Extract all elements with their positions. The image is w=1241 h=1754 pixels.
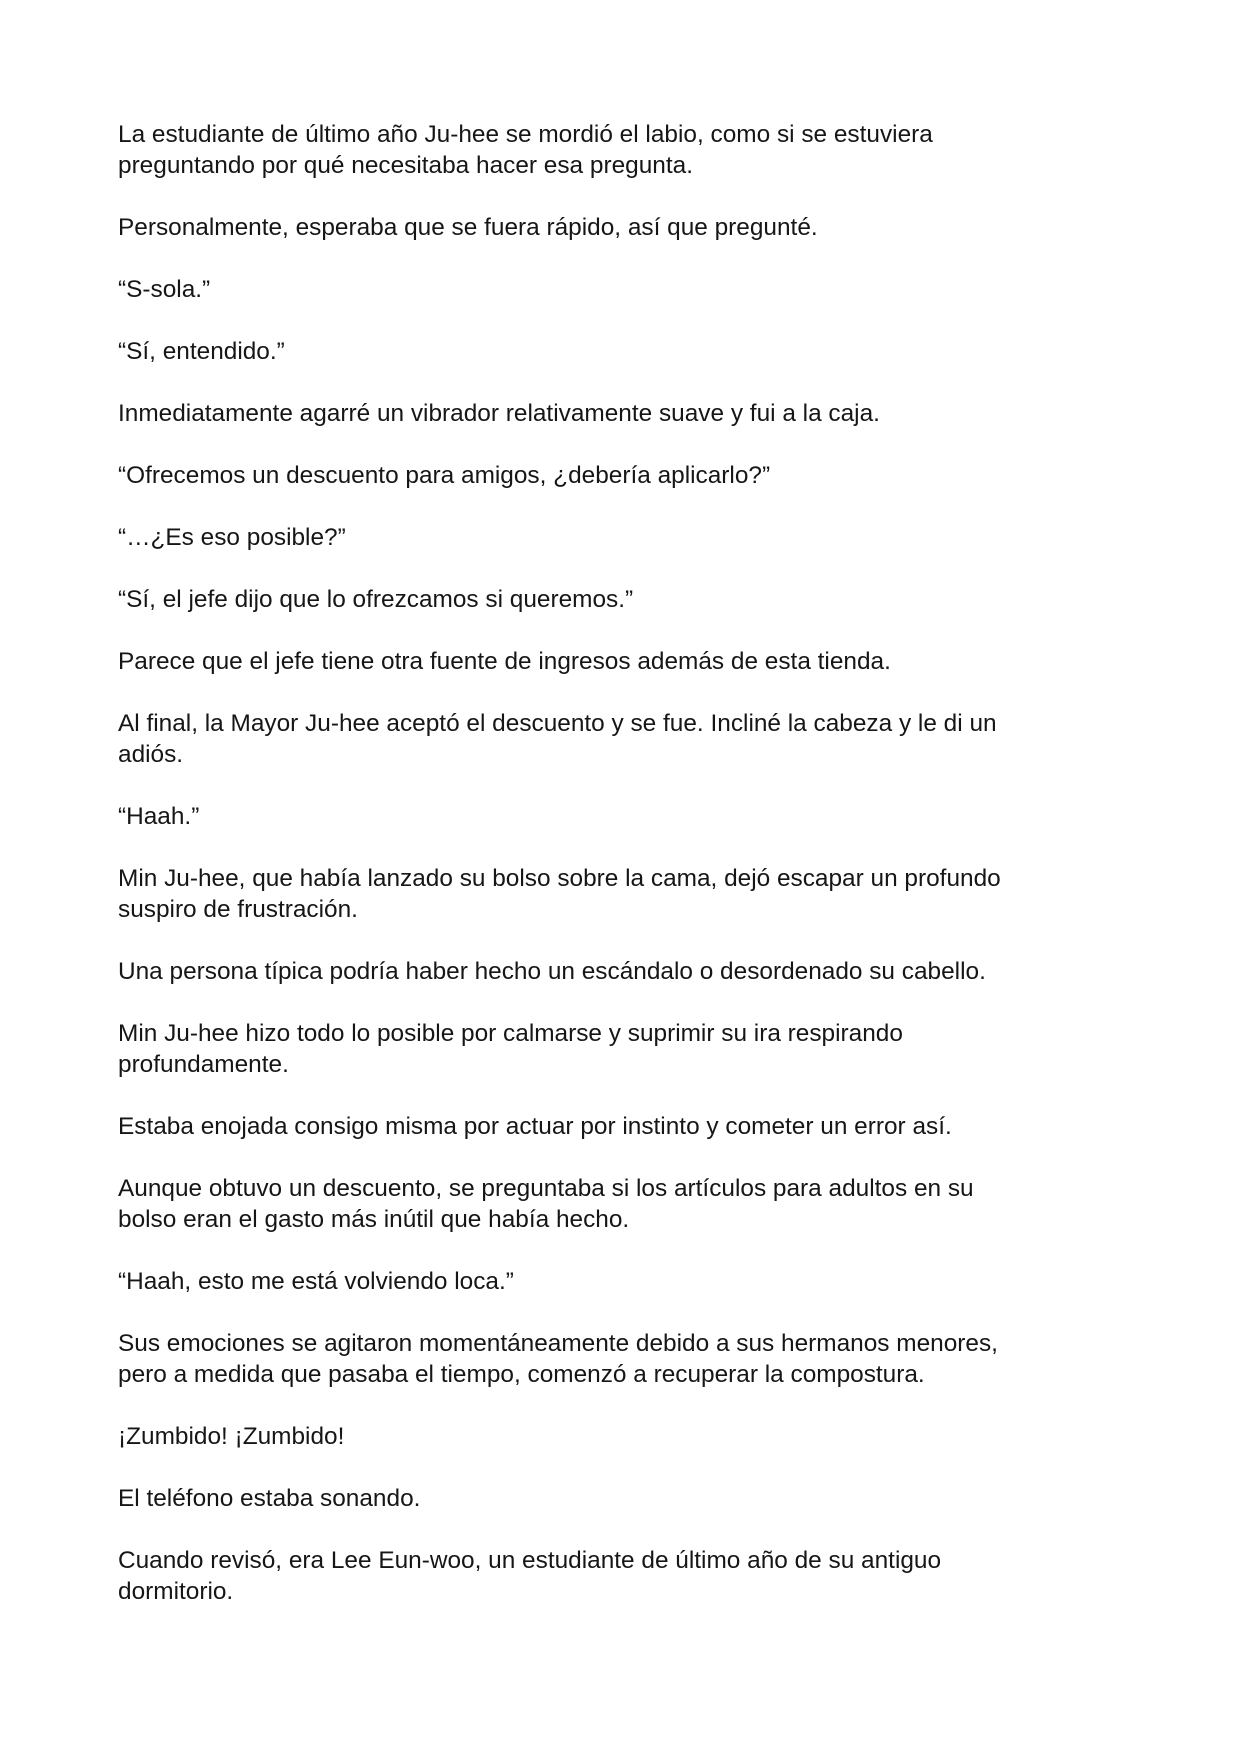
paragraph: [118, 584, 1128, 615]
paragraph: [118, 646, 1128, 677]
text-line: bolso eran el gasto más inútil que había hecho.: [118, 1206, 630, 1233]
text-line: suspiro de frustración.: [118, 896, 358, 923]
paragraph: [118, 1421, 1128, 1452]
text-line: Aunque obtuvo un descuento, se preguntaba si los artículos para adultos en su: [118, 1175, 974, 1202]
paragraph: [118, 460, 1128, 491]
paragraph: [118, 708, 1128, 770]
text-line: “Haah, esto me está volviendo loca.”: [118, 1268, 514, 1295]
text-line: dormitorio.: [118, 1578, 234, 1605]
paragraph: [118, 1173, 1128, 1235]
text-line: La estudiante de último año Ju-hee se mordió el labio, como si se estuviera: [118, 121, 933, 148]
text-line: “Haah.”: [118, 803, 200, 830]
text-line: “…¿Es eso posible?”: [118, 524, 346, 551]
paragraph: [118, 398, 1128, 429]
paragraph: [118, 119, 1128, 181]
text-line: adiós.: [118, 741, 184, 768]
text-line: Al final, la Mayor Ju-hee aceptó el descuento y se fue. Incliné la cabeza y le di un: [118, 710, 997, 737]
paragraph: [118, 1545, 1128, 1607]
text-line: Personalmente, esperaba que se fuera rápido, así que pregunté.: [118, 214, 818, 241]
text-line: El teléfono estaba sonando.: [118, 1485, 421, 1512]
text-line: ¡Zumbido! ¡Zumbido!: [118, 1423, 345, 1450]
text-line: preguntando por qué necesitaba hacer esa pregunta.: [118, 152, 693, 179]
text-line: Min Ju-hee, que había lanzado su bolso sobre la cama, dejó escapar un profundo: [118, 865, 1001, 892]
paragraph: [118, 1328, 1128, 1390]
text-line: “Sí, el jefe dijo que lo ofrezcamos si queremos.”: [118, 586, 634, 613]
paragraph: [118, 1111, 1128, 1142]
text-line: “Ofrecemos un descuento para amigos, ¿debería aplicarlo?”: [118, 462, 771, 489]
text-line: “Sí, entendido.”: [118, 338, 285, 365]
text-line: Min Ju-hee hizo todo lo posible por calmarse y suprimir su ira respirando: [118, 1020, 903, 1047]
paragraph: [118, 956, 1128, 987]
text-line: Sus emociones se agitaron momentáneamente debido a sus hermanos menores,: [118, 1330, 998, 1357]
paragraph: [118, 336, 1128, 367]
paragraph: [118, 274, 1128, 305]
paragraph: [118, 1483, 1128, 1514]
paragraph: [118, 863, 1128, 925]
text-line: profundamente.: [118, 1051, 289, 1078]
paragraph: [118, 1266, 1128, 1297]
text-line: Parece que el jefe tiene otra fuente de ingresos además de esta tienda.: [118, 648, 891, 675]
text-line: Cuando revisó, era Lee Eun-woo, un estudiante de último año de su antiguo: [118, 1547, 942, 1574]
text-line: pero a medida que pasaba el tiempo, comenzó a recuperar la compostura.: [118, 1361, 925, 1388]
paragraph: [118, 1018, 1128, 1080]
text-line: Inmediatamente agarré un vibrador relativamente suave y fui a la caja.: [118, 400, 880, 427]
text-line: “S-sola.”: [118, 276, 211, 303]
document-body: [118, 119, 1128, 1638]
text-line: Una persona típica podría haber hecho un escándalo o desordenado su cabello.: [118, 958, 986, 985]
text-line: Estaba enojada consigo misma por actuar por instinto y cometer un error así.: [118, 1113, 952, 1140]
paragraph: [118, 522, 1128, 553]
paragraph: [118, 212, 1128, 243]
paragraph: [118, 801, 1128, 832]
